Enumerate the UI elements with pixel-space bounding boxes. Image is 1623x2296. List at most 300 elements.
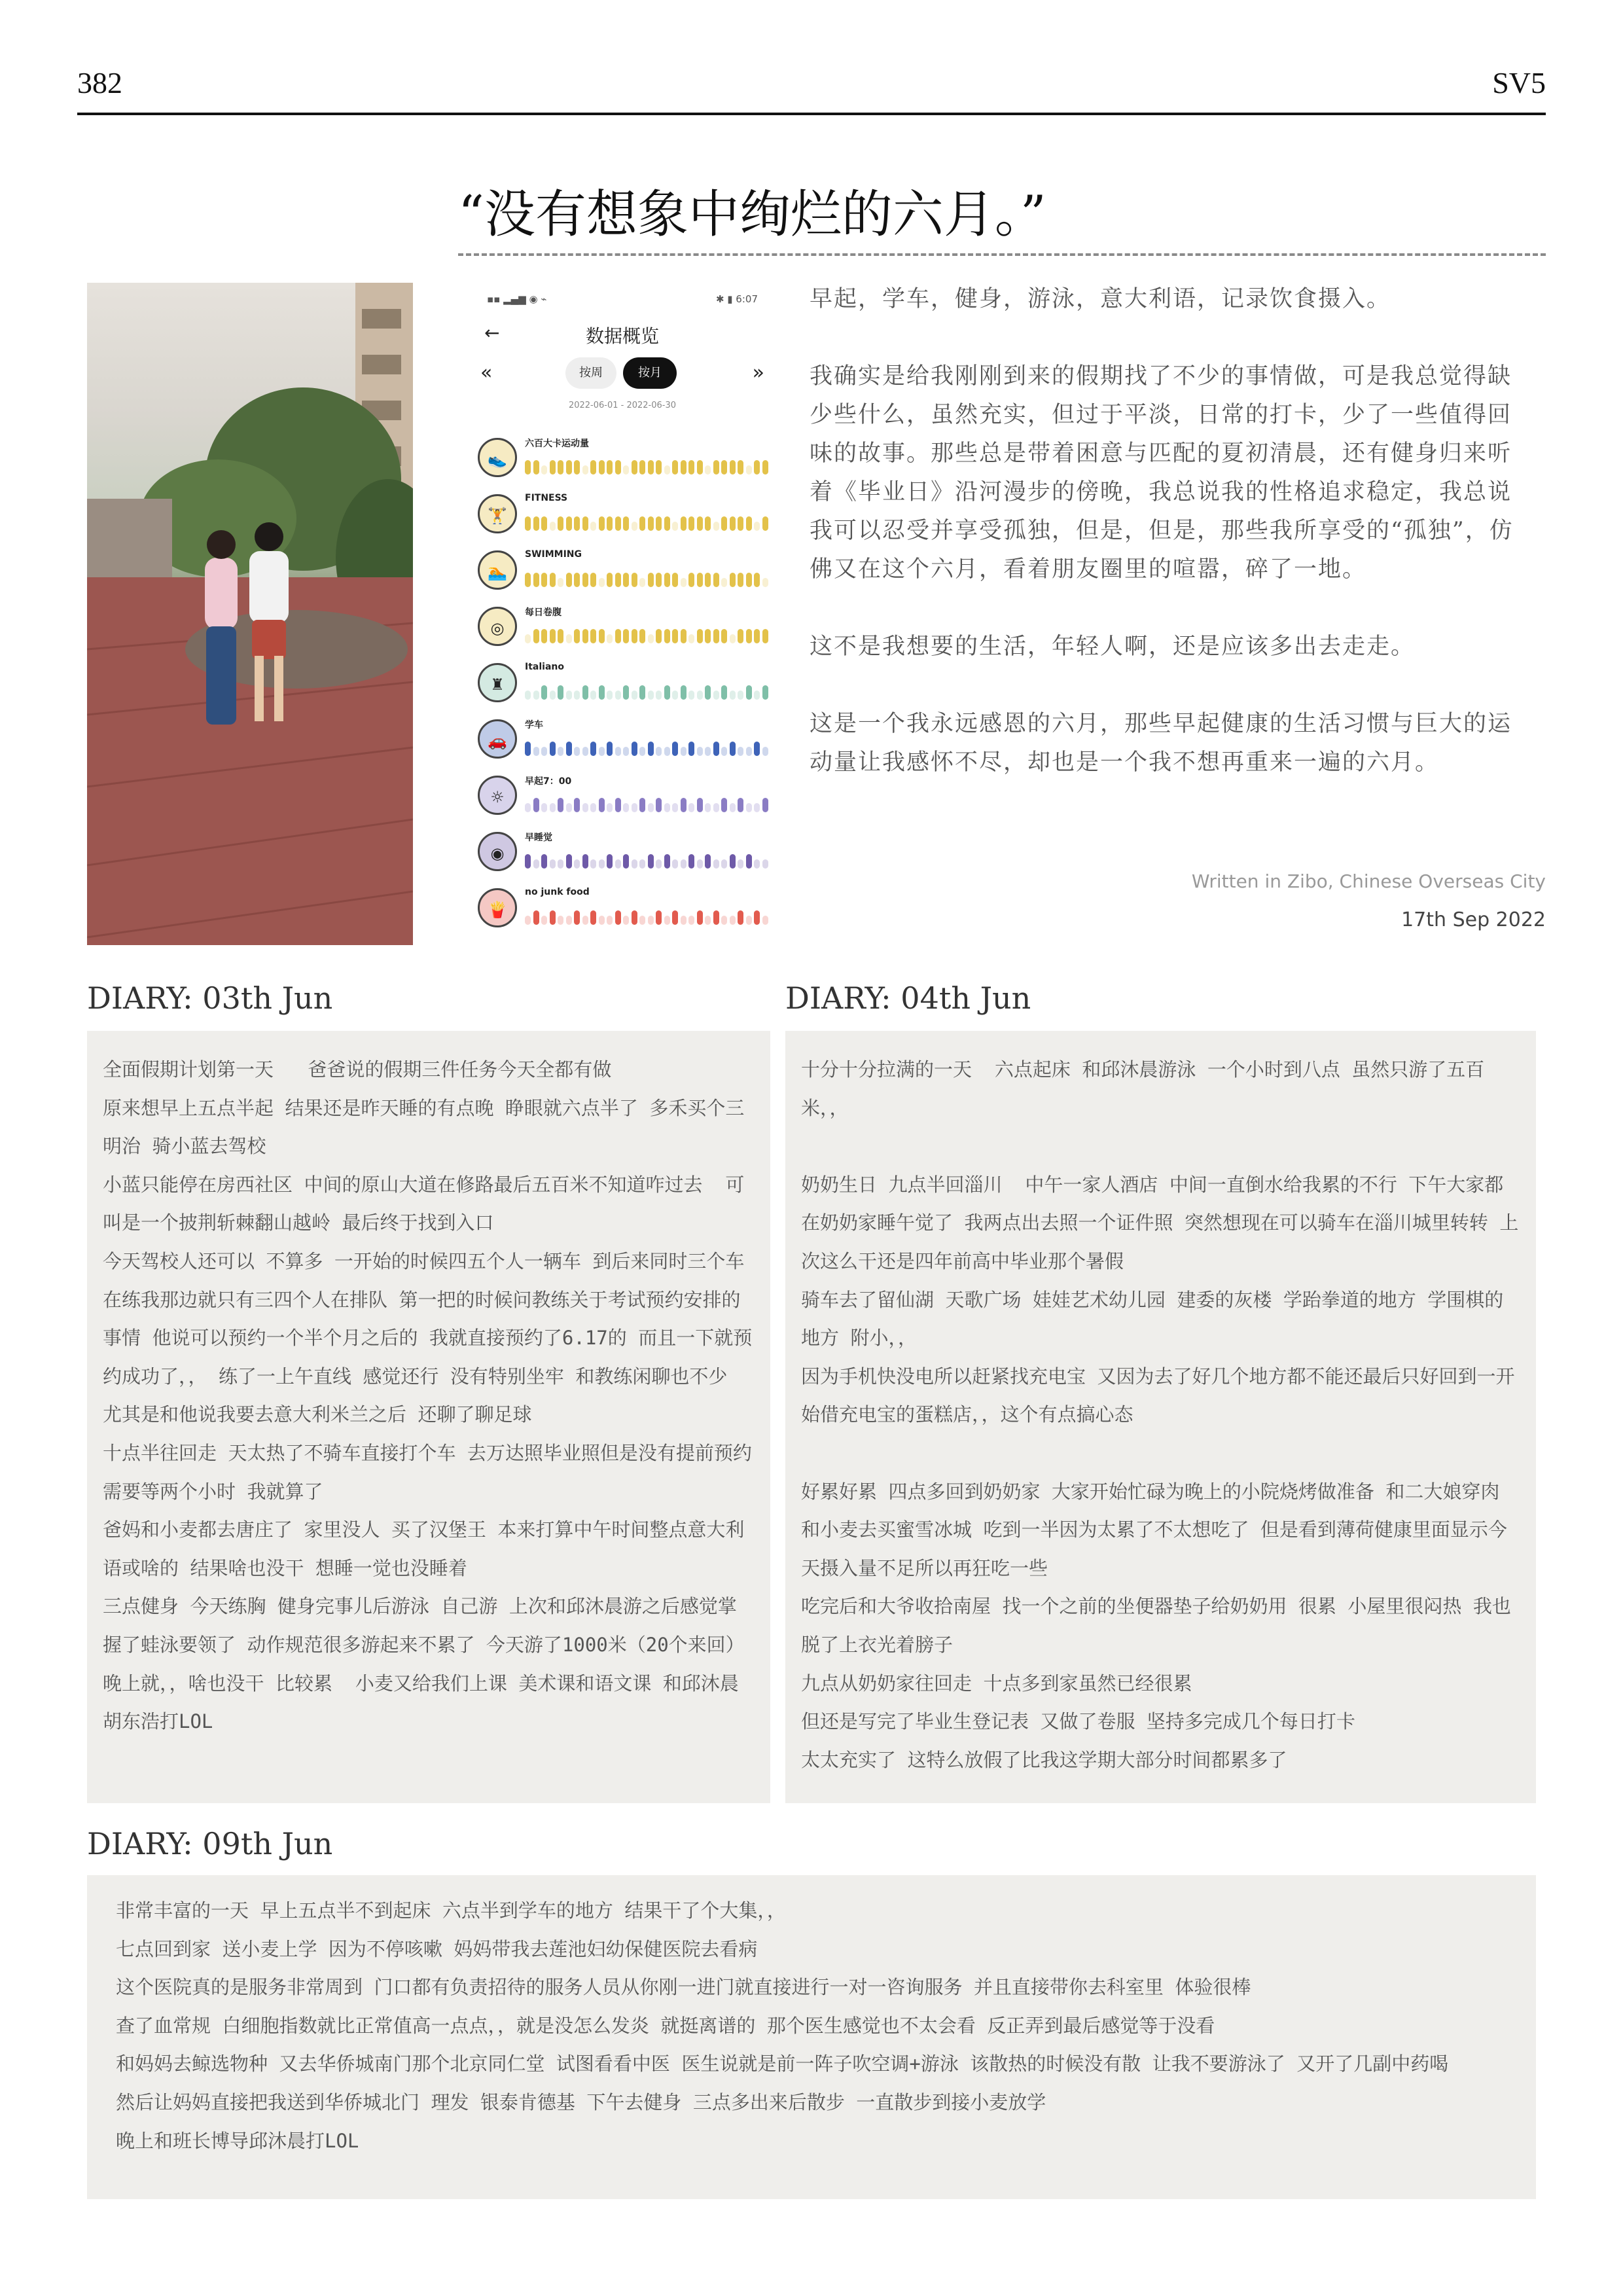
diary-line	[801, 1434, 1520, 1473]
photo-illustration	[87, 283, 413, 945]
habit-icon: ☼	[478, 776, 517, 815]
day-mark	[672, 910, 678, 925]
day-mark	[705, 916, 711, 925]
diary-line: 全面假期计划第一天 爸爸说的假期三件任务今天全都有做	[103, 1058, 612, 1081]
day-mark	[721, 798, 727, 812]
tab-by-week[interactable]: 按周	[565, 357, 616, 389]
day-mark	[656, 516, 662, 531]
day-mark	[681, 916, 687, 925]
day-mark	[705, 629, 711, 643]
day-mark	[713, 910, 719, 925]
day-mark	[721, 460, 727, 475]
habit-day-marks	[525, 511, 767, 531]
day-mark	[738, 691, 743, 700]
day-mark	[738, 460, 743, 475]
diary-line: 查了血常规 白细胞指数就比正常值高一点点，，就是没怎么发炎 就挺离谱的 那个医生感觉也不太会看 反正弄到最后感觉等于没看	[116, 2014, 1215, 2037]
day-mark	[754, 742, 760, 756]
day-mark	[550, 910, 556, 925]
day-mark	[533, 516, 539, 531]
day-mark	[582, 916, 588, 925]
day-mark	[713, 573, 719, 587]
day-mark	[574, 691, 580, 700]
day-mark	[574, 629, 580, 643]
day-mark	[533, 691, 539, 700]
diary-line: 吃完后和大爷收拾南屋 找一个之前的坐便器垫子给奶奶用 很累 小屋里很闷热 我也脱了上衣光着膀子	[801, 1595, 1511, 1656]
dashed-divider	[458, 253, 1546, 256]
day-mark	[525, 573, 531, 587]
day-mark	[566, 573, 572, 587]
day-mark	[730, 803, 736, 812]
day-mark	[688, 634, 694, 643]
habit-row[interactable]	[478, 599, 767, 655]
diary-line: 原来想早上五点半起 结果还是昨天睡的有点晚 睁眼就六点半了 多禾买个三明治 骑小蓝去驾校	[103, 1096, 745, 1158]
day-mark	[566, 516, 572, 531]
habit-icon: 🏋	[478, 494, 517, 533]
day-mark	[721, 516, 727, 531]
day-mark	[550, 573, 556, 587]
diary-line: 十分十分拉满的一天 六点起床 和邱沐晨游泳 一个小时到八点 虽然只游了五百米，，	[801, 1058, 1485, 1119]
habit-name: no junk food	[525, 887, 590, 897]
day-mark	[656, 747, 662, 756]
day-mark	[525, 916, 531, 925]
day-mark	[688, 854, 694, 869]
diary-line: 十点半往回走 天太热了不骑车直接打个车 去万达照毕业照但是没有提前预约需要等两个小时 我就算了	[103, 1441, 752, 1503]
day-mark	[525, 460, 531, 475]
habit-row[interactable]	[478, 880, 767, 937]
habit-name: SWIMMING	[525, 549, 582, 560]
diary-line: 这个医院真的是服务非常周到 门口都有负责招待的服务人员从你刚一进门就直接进行一对一咨询服务 并且直接带你去科室里 体验很棒	[116, 1976, 1251, 1999]
habit-row[interactable]	[478, 430, 767, 486]
day-mark	[746, 747, 752, 756]
day-mark	[590, 629, 596, 643]
day-mark	[762, 685, 768, 700]
day-mark	[582, 803, 588, 812]
day-mark	[574, 747, 580, 756]
day-mark	[639, 859, 645, 869]
diary-line: 然后让妈妈直接把我送到华侨城北门 理发 银泰肯德基 下午去健身 三点多出来后散步 一直散步到接小麦放学	[116, 2090, 1046, 2113]
day-mark	[681, 629, 687, 643]
habit-day-marks	[525, 793, 767, 812]
day-mark	[713, 522, 719, 531]
habit-icon: 👟	[478, 438, 517, 477]
day-mark	[525, 516, 531, 531]
day-mark	[550, 691, 556, 700]
day-mark	[648, 691, 654, 700]
day-mark	[541, 573, 547, 587]
day-mark	[754, 691, 760, 700]
day-mark	[623, 916, 629, 925]
header-rule	[77, 113, 1546, 115]
day-mark	[713, 460, 719, 475]
day-mark	[688, 691, 694, 700]
day-mark	[615, 910, 621, 925]
day-mark	[656, 629, 662, 643]
day-mark	[746, 916, 752, 925]
day-mark	[754, 803, 760, 812]
screen-title: 数据概览	[585, 325, 659, 347]
diary-heading-04jun: DIARY: 04th Jun	[785, 980, 1031, 1016]
diary-line: 三点健身 今天练胸 健身完事儿后游泳 自己游 上次和邱沐晨游之后感觉掌握了蛙泳要领了 动作规范很多游起来不累了 今天游了1000米（20个来回） 晚上就，，啥也没干 比较累 小麦又给我们上课 美术课和语文课 和邱沐晨胡东浩打LOL	[103, 1595, 757, 1733]
day-mark	[615, 516, 621, 531]
day-mark	[746, 465, 752, 475]
day-mark	[664, 573, 670, 587]
day-mark	[721, 578, 727, 587]
day-mark	[607, 854, 613, 869]
day-mark	[566, 803, 572, 812]
day-mark	[590, 460, 596, 475]
day-mark	[721, 685, 727, 700]
day-mark	[697, 516, 703, 531]
day-mark	[541, 629, 547, 643]
diary-line: 骑车去了留仙湖 天歌广场 娃娃艺术幼儿园 建委的灰楼 学跆拳道的地方 学围棋的地方 附小，，	[801, 1288, 1504, 1350]
day-mark	[639, 685, 645, 700]
diary-heading-09jun: DIARY: 09th Jun	[87, 1826, 333, 1861]
day-mark	[558, 578, 563, 587]
day-mark	[607, 460, 613, 475]
day-mark	[664, 629, 670, 643]
tab-by-month[interactable]: 按月	[623, 357, 677, 389]
day-mark	[550, 803, 556, 812]
day-mark	[746, 803, 752, 812]
habit-day-marks	[525, 736, 767, 756]
habit-list	[478, 430, 767, 937]
day-mark	[558, 747, 563, 756]
day-mark	[599, 578, 605, 587]
diary-line: 好累好累 四点多回到奶奶家 大家开始忙碌为晚上的小院烧烤做准备 和二大娘穿肉 和小麦去买蜜雪冰城 吃到一半因为太累了不太想吃了 但是看到薄荷健康里面显示今天摄入量不足所以再狂吃一些	[801, 1480, 1511, 1579]
day-mark	[656, 460, 662, 475]
day-mark	[681, 685, 687, 700]
day-mark	[697, 629, 703, 643]
habit-icon: ◎	[478, 607, 517, 646]
diary-line	[801, 1127, 1520, 1166]
day-mark	[697, 859, 703, 869]
day-mark	[721, 747, 727, 756]
day-mark	[672, 803, 678, 812]
day-mark	[648, 634, 654, 643]
day-mark	[558, 798, 563, 812]
day-mark	[574, 798, 580, 812]
habit-row[interactable]	[478, 655, 767, 711]
day-mark	[550, 629, 556, 643]
diary-line: 太太充实了 这特么放假了比我这学期大部分时间都累多了	[801, 1748, 1287, 1771]
back-arrow-icon[interactable]: ←	[484, 322, 500, 344]
day-mark	[599, 859, 605, 869]
habit-icon: 🍟	[478, 888, 517, 927]
day-mark	[541, 685, 547, 700]
status-bar	[487, 293, 758, 305]
page-title: “没有想象中绚烂的六月。”	[458, 185, 1046, 244]
day-mark	[656, 798, 662, 812]
habit-day-marks	[525, 680, 767, 700]
day-mark	[672, 522, 678, 531]
day-mark	[705, 854, 711, 869]
day-mark	[566, 854, 572, 869]
day-mark	[533, 798, 539, 812]
habit-day-marks	[525, 624, 767, 643]
diary-line: 九点从奶奶家往回走 十点多到家虽然已经很累	[801, 1672, 1192, 1695]
day-mark	[738, 747, 743, 756]
habit-row[interactable]	[478, 543, 767, 599]
day-mark	[738, 798, 743, 812]
day-mark	[664, 516, 670, 531]
day-mark	[713, 691, 719, 700]
day-mark	[754, 522, 760, 531]
day-mark	[541, 747, 547, 756]
day-mark	[533, 910, 539, 925]
day-mark	[599, 629, 605, 643]
day-mark	[697, 691, 703, 700]
day-mark	[615, 747, 621, 756]
day-mark	[632, 460, 637, 475]
day-mark	[688, 803, 694, 812]
prev-period-icon[interactable]: «	[480, 361, 493, 384]
day-mark	[681, 747, 687, 756]
day-mark	[566, 634, 572, 643]
day-mark	[533, 747, 539, 756]
day-mark	[533, 460, 539, 475]
day-mark	[672, 460, 678, 475]
day-mark	[533, 573, 539, 587]
day-mark	[746, 629, 752, 643]
diary-box-03jun	[87, 1031, 770, 1803]
diary-line: 今天驾校人还可以 不算多 一开始的时候四五个人一辆车 到后来同时三个车在练我那边就只有三四个人在排队 第一把的时候问教练关于考试预约安排的事情 他说可以预约一个半个月之后的 我就直接预约了6.17的 而且一下就预约成功了，， 练了一上午直线 感觉还行 没有特别坐牢 和教练闲聊也不少 尤其是和他说我要去意大利米兰之后 还聊了聊足球	[103, 1249, 753, 1426]
day-mark	[607, 916, 613, 925]
habit-tracker-screenshot	[469, 283, 776, 937]
day-mark	[730, 691, 736, 700]
diary-line: 奶奶生日 九点半回淄川 中午一家人酒店 中间一直倒水给我累的不行 下午大家都在奶奶家睡午觉了 我两点出去照一个证件照 突然想现在可以骑车在淄川城里转转 上次这么干还是四年前高中毕业那个暑假	[801, 1173, 1519, 1272]
habit-row[interactable]	[478, 486, 767, 543]
day-mark	[590, 742, 596, 756]
day-mark	[590, 691, 596, 700]
day-mark	[566, 916, 572, 925]
diary-line: 和妈妈去鲸选物种 又去华侨城南门那个北京同仁堂 试图看看中医 医生说就是前一阵子吹空调+游泳 该散热的时候没有散 让我不要游泳了 又开了几副中药喝	[116, 2053, 1449, 2075]
day-mark	[672, 691, 678, 700]
day-mark	[632, 629, 637, 643]
day-mark	[615, 629, 621, 643]
page-number: 382	[77, 66, 122, 99]
status-left: ▪▪ ▂▄▆ ◉ ⌁	[487, 293, 547, 305]
day-mark	[656, 573, 662, 587]
day-mark	[713, 803, 719, 812]
day-mark	[738, 573, 743, 587]
habit-name: Italiano	[525, 662, 564, 672]
day-mark	[599, 916, 605, 925]
day-mark	[681, 460, 687, 475]
day-mark	[623, 747, 629, 756]
day-mark	[615, 460, 621, 475]
diary-box-09jun	[87, 1875, 1536, 2199]
day-mark	[721, 916, 727, 925]
day-mark	[525, 742, 531, 756]
day-mark	[664, 916, 670, 925]
day-mark	[730, 916, 736, 925]
day-mark	[566, 460, 572, 475]
day-mark	[632, 803, 637, 812]
day-mark	[590, 522, 596, 531]
day-mark	[582, 516, 588, 531]
habit-name: 每日卷腹	[525, 607, 562, 618]
day-mark	[648, 516, 654, 531]
day-mark	[623, 573, 629, 587]
day-mark	[746, 516, 752, 531]
day-mark	[582, 747, 588, 756]
day-mark	[558, 516, 563, 531]
day-mark	[713, 629, 719, 643]
day-mark	[558, 629, 563, 643]
day-mark	[648, 742, 654, 756]
status-right: ✱ ▮ 6:07	[715, 293, 758, 305]
essay-text	[810, 280, 1516, 821]
day-mark	[721, 629, 727, 643]
day-mark	[664, 803, 670, 812]
habit-day-marks	[525, 849, 767, 869]
day-mark	[525, 691, 531, 700]
day-mark	[632, 859, 637, 869]
day-mark	[623, 465, 629, 475]
day-mark	[754, 629, 760, 643]
day-mark	[574, 460, 580, 475]
day-mark	[599, 516, 605, 531]
habit-day-marks	[525, 455, 767, 475]
day-mark	[648, 916, 654, 925]
day-mark	[672, 573, 678, 587]
day-mark	[648, 573, 654, 587]
habit-icon: 🏊	[478, 550, 517, 590]
day-mark	[762, 798, 768, 812]
essay-paragraph: 早起，学车，健身，游泳，意大利语，记录饮食摄入。	[810, 286, 1391, 312]
day-mark	[664, 747, 670, 756]
day-mark	[664, 685, 670, 700]
day-mark	[738, 859, 743, 869]
day-mark	[697, 573, 703, 587]
day-mark	[632, 910, 637, 925]
day-mark	[762, 859, 768, 869]
day-mark	[746, 854, 752, 869]
day-mark	[639, 460, 645, 475]
day-mark	[639, 798, 645, 812]
day-mark	[705, 747, 711, 756]
habit-icon: ◉	[478, 832, 517, 871]
day-mark	[615, 798, 621, 812]
day-mark	[599, 747, 605, 756]
day-mark	[574, 859, 580, 869]
day-mark	[656, 859, 662, 869]
day-mark	[566, 691, 572, 700]
diary-line: 晚上和班长博导邱沐晨打LOL	[116, 2129, 359, 2152]
day-mark	[697, 798, 703, 812]
day-mark	[558, 916, 563, 925]
day-mark	[632, 691, 637, 700]
day-mark	[730, 516, 736, 531]
day-mark	[672, 629, 678, 643]
day-mark	[566, 742, 572, 756]
day-mark	[754, 460, 760, 475]
day-mark	[688, 916, 694, 925]
day-mark	[762, 747, 768, 756]
day-mark	[672, 859, 678, 869]
essay-paragraph: 我确实是给我刚刚到来的假期找了不少的事情做，可是我总觉得缺少些什么，虽然充实，但过于平淡，日常的打卡，少了一些值得回味的故事。那些总是带着困意与匹配的夏初清晨，还有健身归来听着《毕业日》沿河漫步的傍晚，我总说我的性格追求稳定，我总说我可以忍受并享受孤独，但是，但是，那些我所享受的“孤独”，仿佛又在这个六月，看着朋友圈里的喧嚣，碎了一地。	[810, 363, 1514, 583]
day-mark	[574, 910, 580, 925]
habit-name: 早睡觉	[525, 833, 552, 843]
day-mark	[599, 460, 605, 475]
day-mark	[664, 854, 670, 869]
day-mark	[558, 685, 563, 700]
day-mark	[738, 629, 743, 643]
day-mark	[730, 634, 736, 643]
day-mark	[525, 634, 531, 643]
day-mark	[541, 803, 547, 812]
day-mark	[607, 691, 613, 700]
day-mark	[623, 516, 629, 531]
day-mark	[582, 685, 588, 700]
diary-line: 七点回到家 送小麦上学 因为不停咳嗽 妈妈带我去莲池妇幼保健医院去看病	[116, 1937, 758, 1960]
day-mark	[681, 578, 687, 587]
day-mark	[705, 685, 711, 700]
day-mark	[762, 578, 768, 587]
next-period-icon[interactable]: »	[752, 361, 764, 384]
day-mark	[590, 859, 596, 869]
written-date: 17th Sep 2022	[1401, 908, 1546, 931]
day-mark	[550, 742, 556, 756]
day-mark	[705, 803, 711, 812]
day-mark	[541, 916, 547, 925]
day-mark	[738, 910, 743, 925]
day-mark	[541, 465, 547, 475]
day-mark	[746, 573, 752, 587]
day-mark	[550, 522, 556, 531]
photo-walking-couple	[87, 283, 413, 945]
day-mark	[607, 742, 613, 756]
habit-row[interactable]	[478, 824, 767, 880]
day-mark	[730, 460, 736, 475]
habit-row[interactable]	[478, 711, 767, 768]
day-mark	[656, 910, 662, 925]
habit-day-marks	[525, 905, 767, 925]
day-mark	[705, 573, 711, 587]
day-mark	[550, 859, 556, 869]
day-mark	[574, 573, 580, 587]
habit-name: 六百大卡运动量	[525, 439, 589, 449]
day-mark	[615, 859, 621, 869]
day-mark	[639, 578, 645, 587]
day-mark	[632, 742, 637, 756]
day-mark	[558, 460, 563, 475]
day-mark	[639, 916, 645, 925]
day-mark	[762, 516, 768, 531]
day-mark	[656, 691, 662, 700]
day-mark	[623, 685, 629, 700]
day-mark	[541, 516, 547, 531]
day-mark	[525, 803, 531, 812]
diary-line: 但还是写完了毕业生登记表 又做了卷服 坚持多完成几个每日打卡	[801, 1710, 1355, 1733]
day-mark	[607, 573, 613, 587]
day-mark	[558, 859, 563, 869]
day-mark	[632, 522, 637, 531]
day-mark	[533, 859, 539, 869]
diary-heading-03jun: DIARY: 03th Jun	[87, 980, 333, 1016]
day-mark	[574, 516, 580, 531]
day-mark	[705, 465, 711, 475]
day-mark	[599, 685, 605, 700]
day-mark	[639, 629, 645, 643]
diary-line: 小蓝只能停在房西社区 中间的原山大道在修路最后五百米不知道咋过去 可叫是一个披荆斩棘翻山越岭 最后终于找到入口	[103, 1173, 745, 1234]
day-mark	[697, 747, 703, 756]
habit-row[interactable]	[478, 768, 767, 824]
day-mark	[615, 573, 621, 587]
day-mark	[713, 859, 719, 869]
section-code: SV5	[1492, 66, 1546, 99]
day-mark	[623, 803, 629, 812]
